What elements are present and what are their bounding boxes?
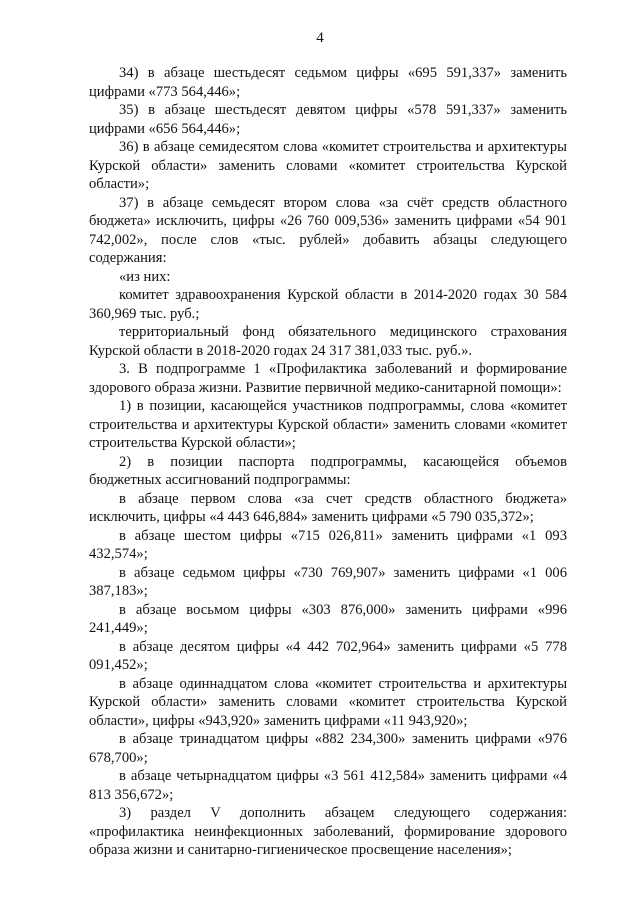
- paragraph-section-3: 3. В подпрограмме 1 «Профилактика заболеваний и формирование здорового образа жизни. Развитие первичной медико-санитарной помощи»:: [89, 361, 567, 396]
- paragraph-item-1: 1) в позиции, касающейся участников подпрограммы, слова «комитет строительства и архитектуры Курской области» заменить словами «комитет строительства Курской области»;: [89, 398, 567, 451]
- document-body: [89, 64, 567, 860]
- page-number: 4: [316, 30, 324, 46]
- paragraph-sixth-abzac: в абзаце шестом цифры «715 026,811» заменить цифрами «1 093 432,574»;: [89, 527, 567, 562]
- paragraph-fourteenth-abzac: в абзаце четырнадцатом цифры «3 561 412,584» заменить цифрами «4 813 356,672»;: [89, 768, 567, 803]
- paragraph-eleventh-abzac: в абзаце одиннадцатом слова «комитет строительства и архитектуры Курской области» заменить словами «комитет строительства Курской области», цифры «943,920» заменить цифрами «11 943,920»;: [89, 675, 567, 729]
- paragraph-item-3: 3) раздел V дополнить абзацем следующего содержания: «профилактика неинфекционных заболеваний, формирование здорового образа жизни и санитарно-гигиеническое просвещение населения»;: [89, 805, 567, 858]
- paragraph-thirteenth-abzac: в абзаце тринадцатом цифры «882 234,300» заменить цифрами «976 678,700»;: [89, 731, 567, 766]
- paragraph-first-abzac: в абзаце первом слова «за счет средств областного бюджета» исключить, цифры «4 443 646,884» заменить цифрами «5 790 035,372»;: [89, 490, 567, 525]
- paragraph-item-36: 36) в абзаце семидесятом слова «комитет строительства и архитектуры Курской области» заменить словами «комитет строительства Курской области»;: [89, 139, 567, 192]
- paragraph-tenth-abzac: в абзаце десятом цифры «4 442 702,964» заменить цифрами «5 778 091,452»;: [89, 638, 567, 673]
- paragraph-item-37: 37) в абзаце семьдесят втором слова «за счёт средств областного бюджета» исключить, цифры «26 760 009,536» заменить цифрами «54 901 742,002», после слов «тыс. рублей» добавить абзацы следующего содержания:: [89, 194, 567, 266]
- paragraph-item-2: 2) в позиции паспорта подпрограммы, касающейся объемов бюджетных ассигнований подпрограммы:: [89, 453, 567, 488]
- paragraph-quote-start: «из них:: [119, 268, 171, 285]
- paragraph-health-committee: комитет здравоохранения Курской области в 2014-2020 годах 30 584 360,969 тыс. руб.;: [89, 287, 567, 322]
- paragraph-seventh-abzac: в абзаце седьмом цифры «730 769,907» заменить цифрами «1 006 387,183»;: [89, 564, 567, 599]
- paragraph-item-34: 34) в абзаце шестьдесят седьмом цифры «695 591,337» заменить цифрами «773 564,446»;: [89, 65, 567, 100]
- paragraph-eighth-abzac: в абзаце восьмом цифры «303 876,000» заменить цифрами «996 241,449»;: [89, 601, 567, 636]
- paragraph-item-35: 35) в абзаце шестьдесят девятом цифры «578 591,337» заменить цифрами «656 564,446»;: [89, 102, 567, 137]
- paragraph-insurance-fund: территориальный фонд обязательного медицинского страхования Курской области в 2018-2020 годах 24 317 381,033 тыс. руб.».: [89, 324, 567, 359]
